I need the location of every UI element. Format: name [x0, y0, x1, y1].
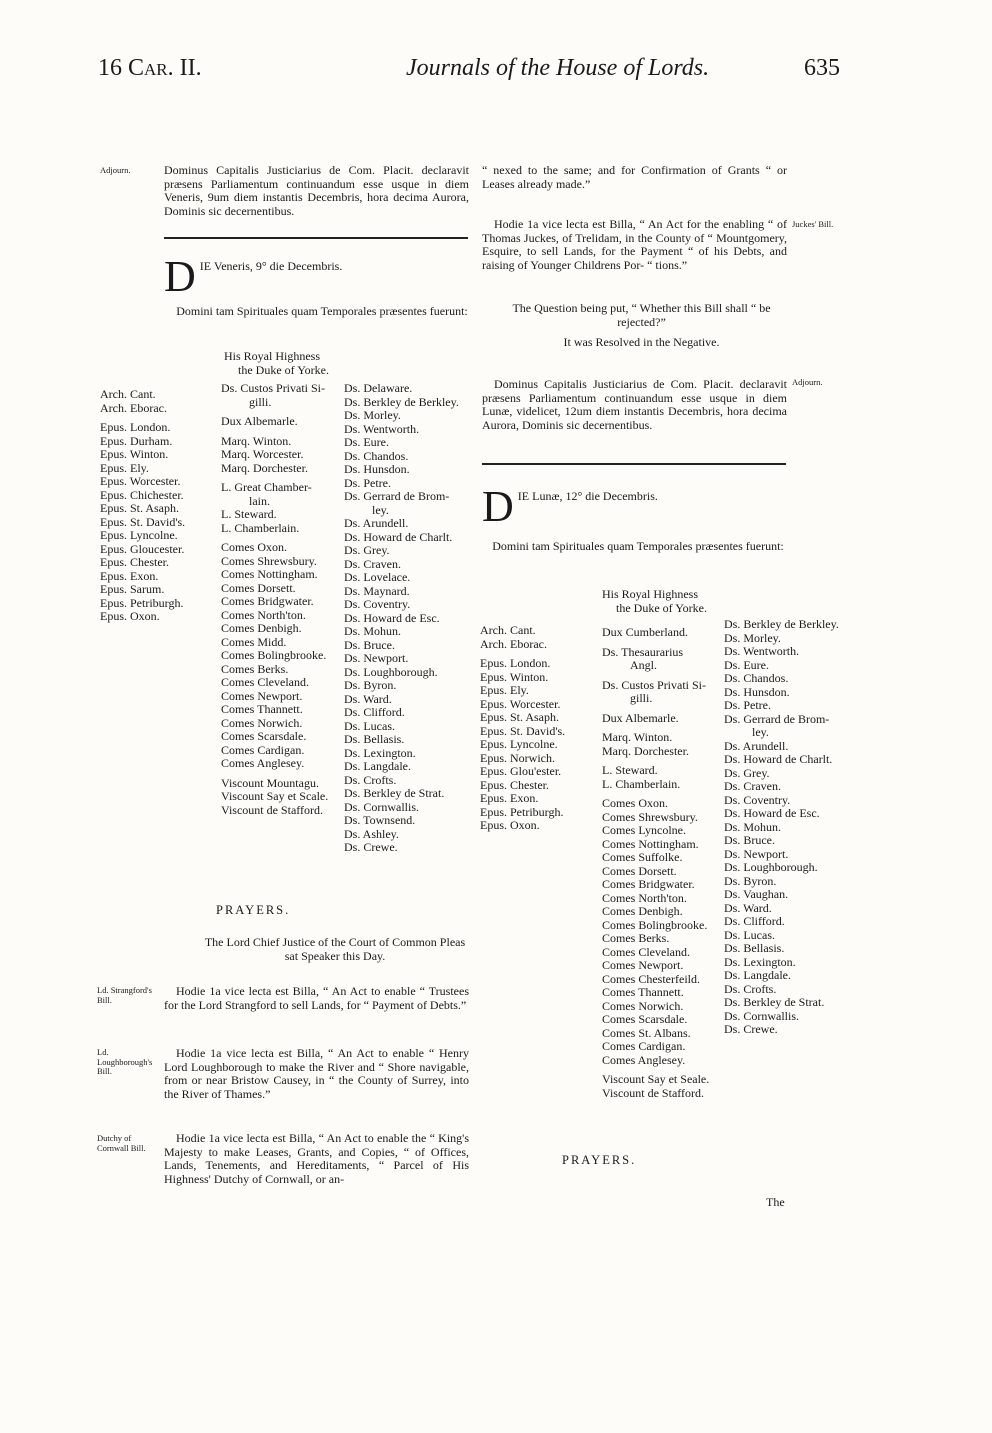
- list-entry: Ds. Thesaurarius: [602, 644, 684, 659]
- list-entry: Ds. Mohun.: [724, 819, 782, 834]
- margin-note-cornwall: Dutchy of Cornwall Bill.: [97, 1133, 146, 1153]
- list-entry: ley.: [752, 725, 769, 739]
- list-entry: Ds. Lexington.: [724, 954, 796, 969]
- list-entry: Epus. Chichester.: [100, 487, 184, 502]
- list-entry: Epus. Ely.: [480, 683, 529, 697]
- list-entry: Ds. Petre.: [344, 475, 391, 490]
- day-heading-monday: [482, 482, 787, 531]
- prayers-heading: PRAYERS.: [216, 903, 291, 917]
- list-entry: L. Chamberlain.: [221, 520, 300, 535]
- list-entry: Comes Bridgwater.: [221, 594, 314, 608]
- list-entry: Ds. Craven.: [344, 556, 401, 571]
- list-entry: Comes Thannett.: [602, 985, 684, 999]
- present-statement-right: Domini tam Spirituales quam Temporales præsentes fuerunt:: [492, 539, 784, 553]
- prayers-heading-right: PRAYERS.: [562, 1153, 637, 1167]
- list-entry: Comes Bolingbrooke.: [221, 648, 327, 662]
- list-entry: Arch. Eborac.: [100, 400, 167, 415]
- list-entry: Comes Thannett.: [221, 702, 303, 716]
- list-entry: Ds. Clifford.: [344, 705, 405, 719]
- list-entry: Ds. Hunsdon.: [724, 684, 790, 699]
- list-entry: Ds. Howard de Charlt.: [344, 529, 453, 544]
- royal-highness-right: [602, 588, 707, 615]
- list-entry: L. Steward.: [221, 507, 277, 521]
- list-entry: Epus. Winton.: [100, 447, 169, 461]
- page-number: 635: [804, 55, 840, 81]
- list-entry: Comes Bolingbrooke.: [602, 917, 708, 932]
- list-entry: Ds. Chandos.: [724, 671, 789, 685]
- list-entry: Epus. St. Asaph.: [480, 710, 560, 724]
- list-entry: Ds. Grey.: [344, 543, 390, 557]
- list-entry: Comes Bridgwater.: [602, 877, 695, 891]
- barons-list: [344, 382, 459, 855]
- list-entry: Ds. Arundell.: [344, 516, 409, 530]
- margin-note-adjourn-right: Adjourn.: [792, 377, 823, 387]
- list-entry: Marq. Dorchester.: [602, 743, 689, 758]
- day-heading-text: IE Veneris, 9° die Decembris.: [199, 259, 343, 273]
- list-entry: Epus. Oxon.: [100, 609, 160, 623]
- list-entry: Comes Lyncolne.: [602, 823, 686, 837]
- list-entry: Ds. Lexington.: [344, 745, 416, 760]
- list-entry: Ds. Loughborough.: [344, 664, 438, 679]
- list-entry: Comes North'ton.: [221, 607, 306, 622]
- list-entry: Ds. Bellasis.: [724, 941, 785, 955]
- list-entry: Comes Cleveland.: [602, 944, 690, 959]
- list-entry: Epus. Oxon.: [480, 818, 540, 832]
- list-entry: L. Steward.: [602, 763, 658, 777]
- list-entry: Viscount Mountagu.: [221, 775, 319, 790]
- list-entry: gilli.: [249, 394, 272, 409]
- list-entry: Ds. Newport.: [724, 846, 789, 861]
- list-entry: Epus. London.: [100, 420, 171, 434]
- list-entry: Ds. Hunsdon.: [344, 462, 410, 476]
- bill-loughborough: Hodie 1a vice lecta est Billa, “ An Act to enable “ Henry Lord Loughborough to make the River and “ Shore navigable, from or near Bristow Causey, in “ the County of Surrey, into the River of Thames.”: [164, 1046, 469, 1101]
- list-entry: Ds. Loughborough.: [724, 860, 818, 874]
- adjourn-paragraph-right: Dominus Capitalis Justiciarius de Com. Placit. declaravit præsens Parliamentum continuandum esse usque in diem Lunæ, videlicet, 12um diem instantis Decembris, hora decima Aurora, Dominis sic decernentibus.: [482, 377, 787, 432]
- barons-list-right: [724, 618, 839, 1037]
- list-entry: Epus. Worcester.: [480, 696, 561, 711]
- list-entry: Epus. Worcester.: [100, 474, 181, 488]
- list-entry: Epus. St. Asaph.: [100, 501, 180, 515]
- list-entry: Ds. Custos Privati Si-: [221, 381, 326, 395]
- list-entry: Comes Cardigan.: [602, 1039, 686, 1053]
- list-entry: Ds. Ward.: [344, 691, 392, 706]
- list-entry: Comes Midd.: [221, 634, 287, 649]
- margin-note-strangford: Ld. Strangford's Bill.: [97, 985, 152, 1005]
- list-entry: Epus. Exon.: [100, 568, 159, 583]
- list-entry: Ds. Bruce.: [724, 833, 775, 847]
- list-entry: Ds. Ward.: [724, 900, 772, 915]
- list-entry: Ds. Wentworth.: [344, 421, 420, 436]
- list-entry: Epus. Petriburgh.: [100, 595, 184, 610]
- catchword: The: [766, 1195, 785, 1209]
- list-entry: Comes Denbigh.: [602, 904, 683, 918]
- peers-list-right: [602, 626, 709, 1100]
- list-entry: Ds. Maynard.: [344, 583, 410, 598]
- clergy-list-right: [480, 624, 565, 833]
- list-entry: Comes Newport.: [602, 958, 684, 972]
- present-statement: Domini tam Spirituales quam Temporales præsentes fuerunt:: [176, 304, 468, 318]
- list-entry: Ds. Wentworth.: [724, 644, 800, 658]
- margin-note-adjourn: Adjourn.: [100, 165, 131, 175]
- list-entry: Comes North'ton.: [602, 890, 687, 905]
- list-entry: Ds. Craven.: [724, 779, 781, 793]
- list-entry: Viscount Say et Seale.: [602, 1072, 710, 1086]
- list-entry: Ds. Byron.: [724, 873, 777, 888]
- list-entry: Ds. Petre.: [724, 698, 771, 712]
- list-entry: Ds. Morley.: [724, 630, 781, 645]
- list-entry: Marq. Dorchester.: [221, 460, 308, 475]
- list-entry: Ds. Mohun.: [344, 624, 402, 638]
- list-entry: Ds. Custos Privati Si-: [602, 677, 707, 692]
- list-entry: Ds. Lucas.: [724, 927, 775, 942]
- list-entry: Comes Nottingham.: [221, 567, 318, 581]
- list-entry: Comes Anglesey.: [602, 1052, 686, 1067]
- list-entry: Comes Berks.: [221, 661, 289, 676]
- list-entry: Marq. Worcester.: [221, 447, 304, 461]
- list-entry: Comes Suffolke.: [602, 850, 683, 864]
- bill-continuation: “ nexed to the same; and for Confirmation of Grants “ or Leases already made.”: [482, 163, 787, 191]
- list-entry: Viscount de Stafford.: [221, 802, 324, 817]
- list-entry: lain.: [249, 493, 270, 508]
- list-entry: Ds. Berkley de Berkley.: [344, 394, 459, 409]
- margin-note-loughborough: Ld. Loughborough's Bill.: [97, 1047, 153, 1076]
- day-heading-text: IE Lunæ, 12° die Decembris.: [517, 489, 658, 503]
- clergy-list: [100, 388, 185, 624]
- list-entry: Comes Shrewsbury.: [602, 809, 698, 824]
- list-entry: Comes Anglesey.: [221, 756, 305, 770]
- list-entry: Marq. Winton.: [602, 730, 673, 744]
- royal-line: His Royal Highness: [224, 349, 320, 363]
- royal-line: the Duke of Yorke.: [616, 600, 707, 615]
- resolved-negative: It was Resolved in the Negative.: [563, 335, 720, 349]
- list-entry: Ds. Howard de Esc.: [344, 610, 440, 625]
- list-entry: Comes Nottingham.: [602, 836, 699, 851]
- list-entry: Ds. Byron.: [344, 678, 397, 692]
- margin-note-juckes: Juckes' Bill.: [792, 219, 834, 229]
- list-entry: Epus. Chester.: [480, 777, 549, 792]
- list-entry: Ds. Ashley.: [344, 826, 399, 841]
- royal-highness: [224, 350, 329, 377]
- list-entry: Ds. Gerrard de Brom-: [724, 711, 830, 726]
- list-entry: Marq. Winton.: [221, 433, 292, 448]
- list-entry: Comes Shrewsbury.: [221, 553, 317, 568]
- list-entry: Epus. Norwich.: [480, 750, 555, 765]
- list-entry: Ds. Coventry.: [724, 792, 791, 807]
- list-entry: Ds. Cornwallis.: [724, 1008, 799, 1023]
- list-entry: Ds. Townsend.: [344, 813, 416, 827]
- list-entry: Arch. Cant.: [480, 623, 536, 637]
- list-entry: Ds. Arundell.: [724, 738, 789, 753]
- list-entry: Comes Denbigh.: [221, 621, 302, 635]
- list-entry: Epus. St. David's.: [100, 514, 186, 529]
- list-entry: Ds. Coventry.: [344, 597, 411, 611]
- list-entry: Ds. Berkley de Strat.: [724, 995, 825, 1009]
- list-entry: Arch. Cant.: [100, 387, 156, 401]
- list-entry: Comes Scarsdale.: [602, 1012, 688, 1026]
- list-entry: Dux Albemarle.: [602, 710, 679, 725]
- question-put: The Question being put, “ Whether this Bill shall “ be rejected?”: [512, 301, 771, 329]
- list-entry: Ds. Howard de Esc.: [724, 806, 820, 820]
- day-heading-friday: [164, 252, 469, 301]
- peers-list: [221, 382, 328, 817]
- list-entry: Epus. Durham.: [100, 433, 173, 448]
- list-entry: L. Great Chamber-: [221, 480, 312, 494]
- journal-title: Journals of the House of Lords.: [406, 55, 710, 81]
- list-entry: Ds. Berkley de Berkley.: [724, 617, 839, 631]
- list-entry: Epus. Petriburgh.: [480, 804, 564, 819]
- list-entry: Comes Berks.: [602, 931, 670, 945]
- list-entry: Ds. Howard de Charlt.: [724, 752, 833, 766]
- list-entry: Epus. Lyncolne.: [480, 737, 558, 751]
- list-entry: Comes St. Albans.: [602, 1025, 691, 1040]
- list-entry: Ds. Vaughan.: [724, 887, 789, 901]
- list-entry: Epus. London.: [480, 656, 551, 670]
- list-entry: Epus. Gloucester.: [100, 541, 185, 556]
- section-rule: [482, 463, 786, 465]
- list-entry: Ds. Clifford.: [724, 914, 785, 928]
- royal-line: the Duke of Yorke.: [238, 362, 329, 377]
- list-entry: Ds. Bruce.: [344, 637, 395, 652]
- list-entry: Ds. Langdale.: [344, 759, 411, 773]
- list-entry: Comes Scarsdale.: [221, 729, 307, 743]
- dropcap: D: [482, 482, 514, 531]
- bill-cornwall: Hodie 1a vice lecta est Billa, “ An Act to enable the “ King's Majesty to make Leases, Grants, and Copies, “ of Offices, Lands, Tenements, and Hereditaments, “ Parcel of His Highness' Dutchy of Cornwall, or an-: [164, 1131, 469, 1186]
- adjourn-paragraph: Dominus Capitalis Justiciarius de Com. Placit. declaravit præsens Parliamentum continuandum esse usque in diem Veneris, 9um diem instantis Decembris, hora decima Aurora, Dominis sic decernentibus.: [164, 163, 469, 218]
- list-entry: Ds. Lucas.: [344, 718, 395, 733]
- list-entry: Comes Dorsett.: [221, 580, 296, 595]
- list-entry: Epus. Ely.: [100, 460, 149, 475]
- speaker-statement: The Lord Chief Justice of the Court of Common Pleas sat Speaker this Day.: [204, 935, 466, 963]
- list-entry: Ds. Lovelace.: [344, 570, 411, 584]
- list-entry: Comes Cleveland.: [221, 675, 309, 689]
- section-rule: [164, 237, 468, 239]
- list-entry: Epus. Winton.: [480, 669, 549, 684]
- list-entry: Epus. Exon.: [480, 791, 539, 805]
- list-entry: Epus. Lyncolne.: [100, 528, 178, 542]
- regnal-year: 16 Car. II.: [98, 55, 202, 81]
- list-entry: Ds. Crewe.: [724, 1022, 778, 1036]
- list-entry: Ds. Gerrard de Brom-: [344, 489, 450, 503]
- dropcap: D: [164, 252, 196, 301]
- bill-juckes: Hodie 1a vice lecta est Billa, “ An Act for the enabling “ of Thomas Juckes, of Trelidam, in the County of “ Mountgomery, Esquire, to sell Lands, for the Payment “ of his Debts, and raising of Younger Childrens Por- “ tions.”: [482, 217, 787, 272]
- list-entry: Ds. Delaware.: [344, 381, 413, 395]
- list-entry: ley.: [372, 502, 389, 517]
- list-entry: Epus. Sarum.: [100, 582, 165, 596]
- list-entry: Comes Cardigan.: [221, 742, 305, 757]
- list-entry: Angl.: [630, 658, 657, 672]
- list-entry: Ds. Chandos.: [344, 448, 409, 463]
- list-entry: Viscount Say et Scale.: [221, 789, 329, 803]
- list-entry: Comes Chesterfeild.: [602, 971, 700, 986]
- royal-line: His Royal Highness: [602, 587, 698, 601]
- list-entry: Dux Albemarle.: [221, 414, 298, 428]
- list-entry: Ds. Eure.: [724, 657, 769, 672]
- list-entry: Ds. Cornwallis.: [344, 799, 419, 814]
- list-entry: Viscount de Stafford.: [602, 1085, 705, 1100]
- list-entry: Comes Norwich.: [221, 715, 303, 730]
- list-entry: Ds. Crofts.: [724, 981, 777, 996]
- list-entry: Comes Norwich.: [602, 998, 684, 1013]
- list-entry: Epus. St. David's.: [480, 723, 566, 738]
- list-entry: Epus. Chester.: [100, 555, 169, 569]
- list-entry: Ds. Eure.: [344, 435, 389, 449]
- list-entry: Comes Dorsett.: [602, 863, 677, 878]
- list-entry: Comes Newport.: [221, 688, 303, 703]
- list-entry: Ds. Morley.: [344, 408, 401, 422]
- list-entry: Epus. Glou'ester.: [480, 764, 562, 778]
- list-entry: Arch. Eborac.: [480, 636, 547, 651]
- list-entry: Ds. Bellasis.: [344, 732, 405, 746]
- list-entry: L. Chamberlain.: [602, 776, 681, 791]
- list-entry: Comes Oxon.: [602, 796, 668, 810]
- list-entry: Ds. Crofts.: [344, 772, 397, 787]
- list-entry: Dux Cumberland.: [602, 625, 688, 639]
- list-entry: Ds. Grey.: [724, 765, 770, 780]
- list-entry: Ds. Newport.: [344, 651, 409, 665]
- list-entry: gilli.: [630, 691, 653, 705]
- list-entry: Ds. Berkley de Strat.: [344, 786, 445, 800]
- list-entry: Comes Oxon.: [221, 540, 287, 554]
- list-entry: Ds. Langdale.: [724, 968, 791, 982]
- list-entry: Ds. Crewe.: [344, 840, 398, 854]
- running-header: [98, 55, 840, 92]
- bill-strangford: Hodie 1a vice lecta est Billa, “ An Act to enable “ Trustees for the Lord Strangford to sell Lands, for “ Payment of Debts.”: [164, 984, 469, 1012]
